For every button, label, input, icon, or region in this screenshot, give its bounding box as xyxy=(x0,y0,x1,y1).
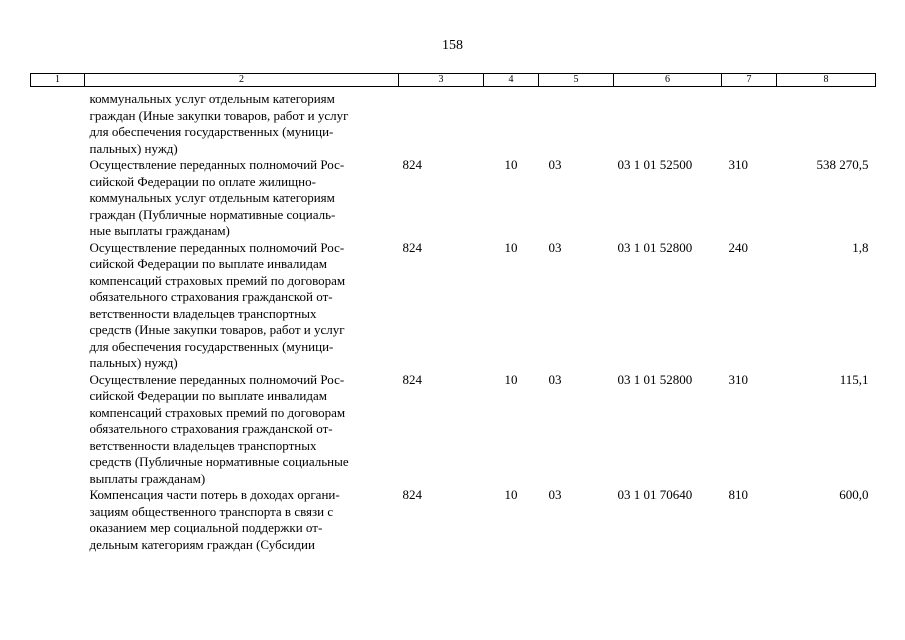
item-name-line: для обеспечения государственных (муници- xyxy=(89,338,334,354)
row-number-cell xyxy=(31,487,85,553)
subsection-cell: 03 xyxy=(548,487,562,502)
item-name-line: граждан (Иные закупки товаров, работ и услуг xyxy=(89,107,349,123)
target-article-cell: 03 1 01 70640 xyxy=(617,487,693,502)
item-name-line: для обеспечения государственных (муници- xyxy=(89,124,334,139)
target-article-cell: 03 1 01 52500 xyxy=(617,157,693,172)
section-cell: 10 xyxy=(504,371,518,387)
table-row xyxy=(31,372,876,488)
item-name-line: Компенсация части потерь в доходах органи- xyxy=(89,487,340,502)
header-cell-3: 3 xyxy=(399,74,484,87)
amount-cell xyxy=(777,91,876,157)
item-name-cell xyxy=(85,372,399,488)
item-name-line: коммунальных услуг отдельным категориям xyxy=(89,190,335,205)
header-cell-7: 7 xyxy=(722,74,777,87)
item-name-line: дельным категориям граждан (Субсидии xyxy=(89,536,315,552)
item-name-line: Осуществление переданных полномочий Рос- xyxy=(89,371,345,387)
item-name-cell xyxy=(85,240,399,372)
amount-cell: 115,1 xyxy=(839,371,869,387)
item-name-line: коммунальных услуг отдельным категориям xyxy=(89,91,335,106)
section-cell: 10 xyxy=(504,239,518,255)
item-name-cell xyxy=(85,157,399,240)
target-article-cell: 03 1 01 52800 xyxy=(617,371,693,387)
expense-type-cell: 310 xyxy=(728,157,748,172)
header-cell-6: 6 xyxy=(614,74,722,87)
table-body xyxy=(31,87,876,554)
expense-type-cell: 240 xyxy=(728,239,748,255)
amount-cell: 600,0 xyxy=(839,487,869,502)
table-header xyxy=(31,74,876,87)
header-row xyxy=(31,74,876,87)
item-name-line: Осуществление переданных полномочий Рос- xyxy=(89,239,345,255)
section-cell: 10 xyxy=(504,157,518,172)
expense-type-cell xyxy=(722,91,777,157)
subsection-cell: 03 xyxy=(548,371,562,387)
expense-type-cell: 310 xyxy=(728,371,748,387)
admin-code-cell: 824 xyxy=(402,157,422,172)
admin-code-cell: 824 xyxy=(402,371,422,387)
row-number-cell xyxy=(31,372,85,488)
item-name-line: ные выплаты гражданам) xyxy=(89,223,230,238)
item-name-line: зациям общественного транспорта в связи с xyxy=(89,503,334,519)
item-name-line: компенсаций страховых премий по договорам xyxy=(89,404,346,420)
admin-code-cell: 824 xyxy=(402,239,422,255)
item-name-cell xyxy=(85,91,399,157)
header-cell-4: 4 xyxy=(484,74,539,87)
page-number: 158 xyxy=(442,38,463,53)
item-name-line: пальных) нужд) xyxy=(89,140,178,156)
item-name-line: сийской Федерации по выплате инвалидам xyxy=(89,388,327,403)
item-name-line: сийской Федерации по оплате жилищно- xyxy=(89,173,316,189)
amount-cell: 1,8 xyxy=(852,239,869,255)
item-name-line: пальных) нужд) xyxy=(89,355,178,370)
item-name-line: обязательного страхования гражданской от- xyxy=(89,421,333,436)
subsection-cell: 03 xyxy=(548,239,562,255)
header-cell-2: 2 xyxy=(85,74,399,87)
budget-table xyxy=(30,73,876,553)
header-cell-8: 8 xyxy=(777,74,876,87)
table-row xyxy=(31,91,876,157)
section-cell xyxy=(484,91,539,157)
row-number-cell xyxy=(31,240,85,372)
row-number-cell xyxy=(31,91,85,157)
row-number-cell xyxy=(31,157,85,240)
item-name-line: сийской Федерации по выплате инвалидам xyxy=(89,256,327,271)
item-name-line: средств (Публичные нормативные социальные xyxy=(89,454,349,469)
subsection-cell: 03 xyxy=(548,157,562,172)
item-name-line: выплаты гражданам) xyxy=(89,470,206,486)
expense-type-cell: 810 xyxy=(728,487,748,502)
admin-code-cell xyxy=(399,91,484,157)
item-name-line: средств (Иные закупки товаров, работ и услуг xyxy=(89,322,345,337)
amount-cell: 538 270,5 xyxy=(816,157,869,172)
item-name-line: граждан (Публичные нормативные социаль- xyxy=(89,206,336,222)
admin-code-cell: 824 xyxy=(402,487,422,502)
subsection-cell xyxy=(539,91,614,157)
item-name-line: Осуществление переданных полномочий Рос- xyxy=(89,157,345,172)
item-name-line: обязательного страхования гражданской от- xyxy=(89,289,333,304)
item-name-cell xyxy=(85,487,399,553)
table-row xyxy=(31,157,876,240)
table-row xyxy=(31,240,876,372)
header-cell-1: 1 xyxy=(31,74,85,87)
item-name-line: компенсаций страховых премий по договорам xyxy=(89,272,346,288)
item-name-line: ветственности владельцев транспортных xyxy=(89,437,317,453)
section-cell: 10 xyxy=(504,487,518,502)
target-article-cell xyxy=(614,91,722,157)
item-name-line: оказанием мер социальной поддержки от- xyxy=(89,520,323,535)
target-article-cell: 03 1 01 52800 xyxy=(617,239,693,255)
item-name-line: ветственности владельцев транспортных xyxy=(89,305,317,321)
header-cell-5: 5 xyxy=(539,74,614,87)
table-row xyxy=(31,487,876,553)
